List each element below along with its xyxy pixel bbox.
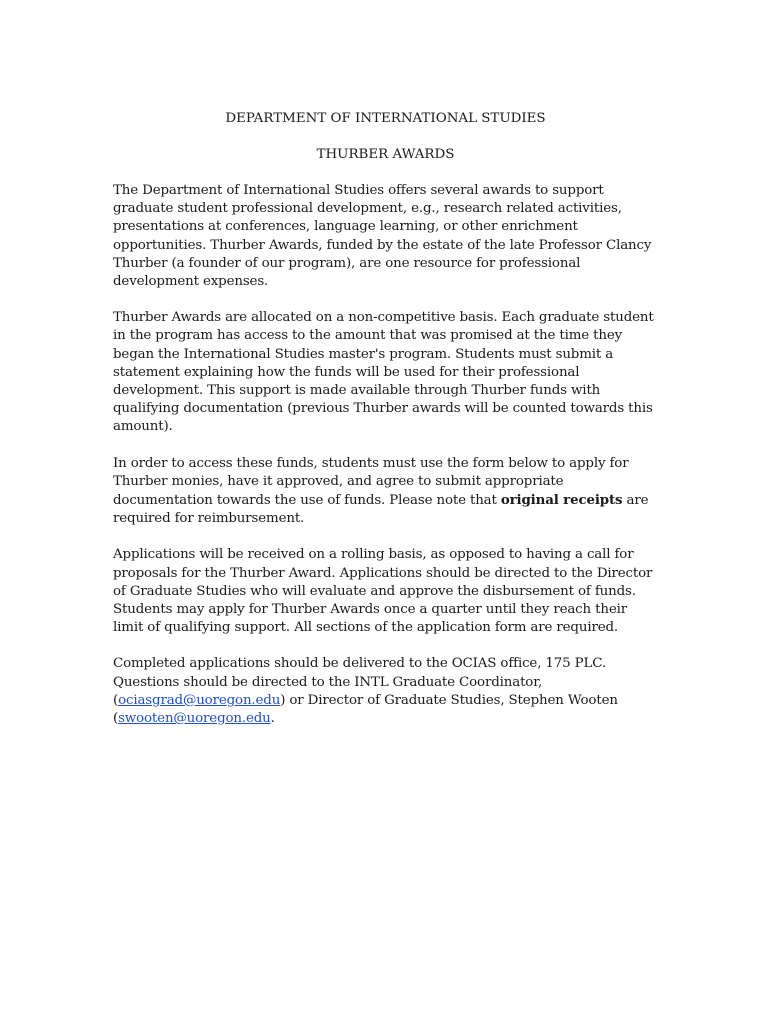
document-page: [113, 110, 658, 746]
award-title: THURBER AWARDS: [316, 147, 455, 162]
department-title: DEPARTMENT OF INTERNATIONAL STUDIES: [225, 111, 546, 126]
contact-text-start: Completed applications should be delivered to the OCIAS office, 175 PLC. Questions should be directed to the INTL Graduate Coordinator, (: [113, 656, 606, 708]
intro-paragraph: The Department of International Studies offers several awards to support graduate student professional development, e.g., research related activities, presentations at conferences, language learning, or other enrichment opportunities. Thurber Awards, funded by the estate of the late Professor Clancy Thurber (a founder of our program), are one resource for professional development expenses.: [113, 183, 652, 290]
original-receipts-bold: original receipts: [500, 492, 623, 509]
contact-paragraph: [113, 655, 658, 728]
access-text-end: are required for reimbursement.: [113, 493, 649, 527]
contact-text-middle: ) or Director of Graduate Studies, Stephen Wooten (: [113, 692, 618, 727]
allocation-paragraph: Thurber Awards are allocated on a non-competitive basis. Each graduate student in the program has access to the amount that was promised at the time they began the International Studies master's program. Students must submit a statement explaining how the funds will be used for their professional development. This support is made available through Thurber funds with qualifying documentation (previous Thurber awards will be counted towards this amount).: [113, 310, 654, 435]
coordinator-email-link[interactable]: ociasgrad@uoregon.edu: [118, 692, 281, 708]
contact-text-end: .: [270, 711, 275, 727]
access-text-start: In order to access these funds, students must use the form below to apply for Thurber monies, have it approved, and agree to submit appropriate documentation towards the use of funds. Please note that: [113, 455, 629, 509]
access-paragraph: [113, 455, 658, 529]
applications-paragraph: Applications will be received on a rolling basis, as opposed to having a call for proposals for the Thurber Award. Applications should be directed to the Director of Graduate Studies who will evaluate and approve the disbursement of funds. Students may apply for Thurber Awards once a quarter until they reach their limit of qualifying support. All sections of the application form are required.: [113, 547, 653, 636]
director-email-link[interactable]: swooten@uoregon.edu: [118, 711, 271, 727]
